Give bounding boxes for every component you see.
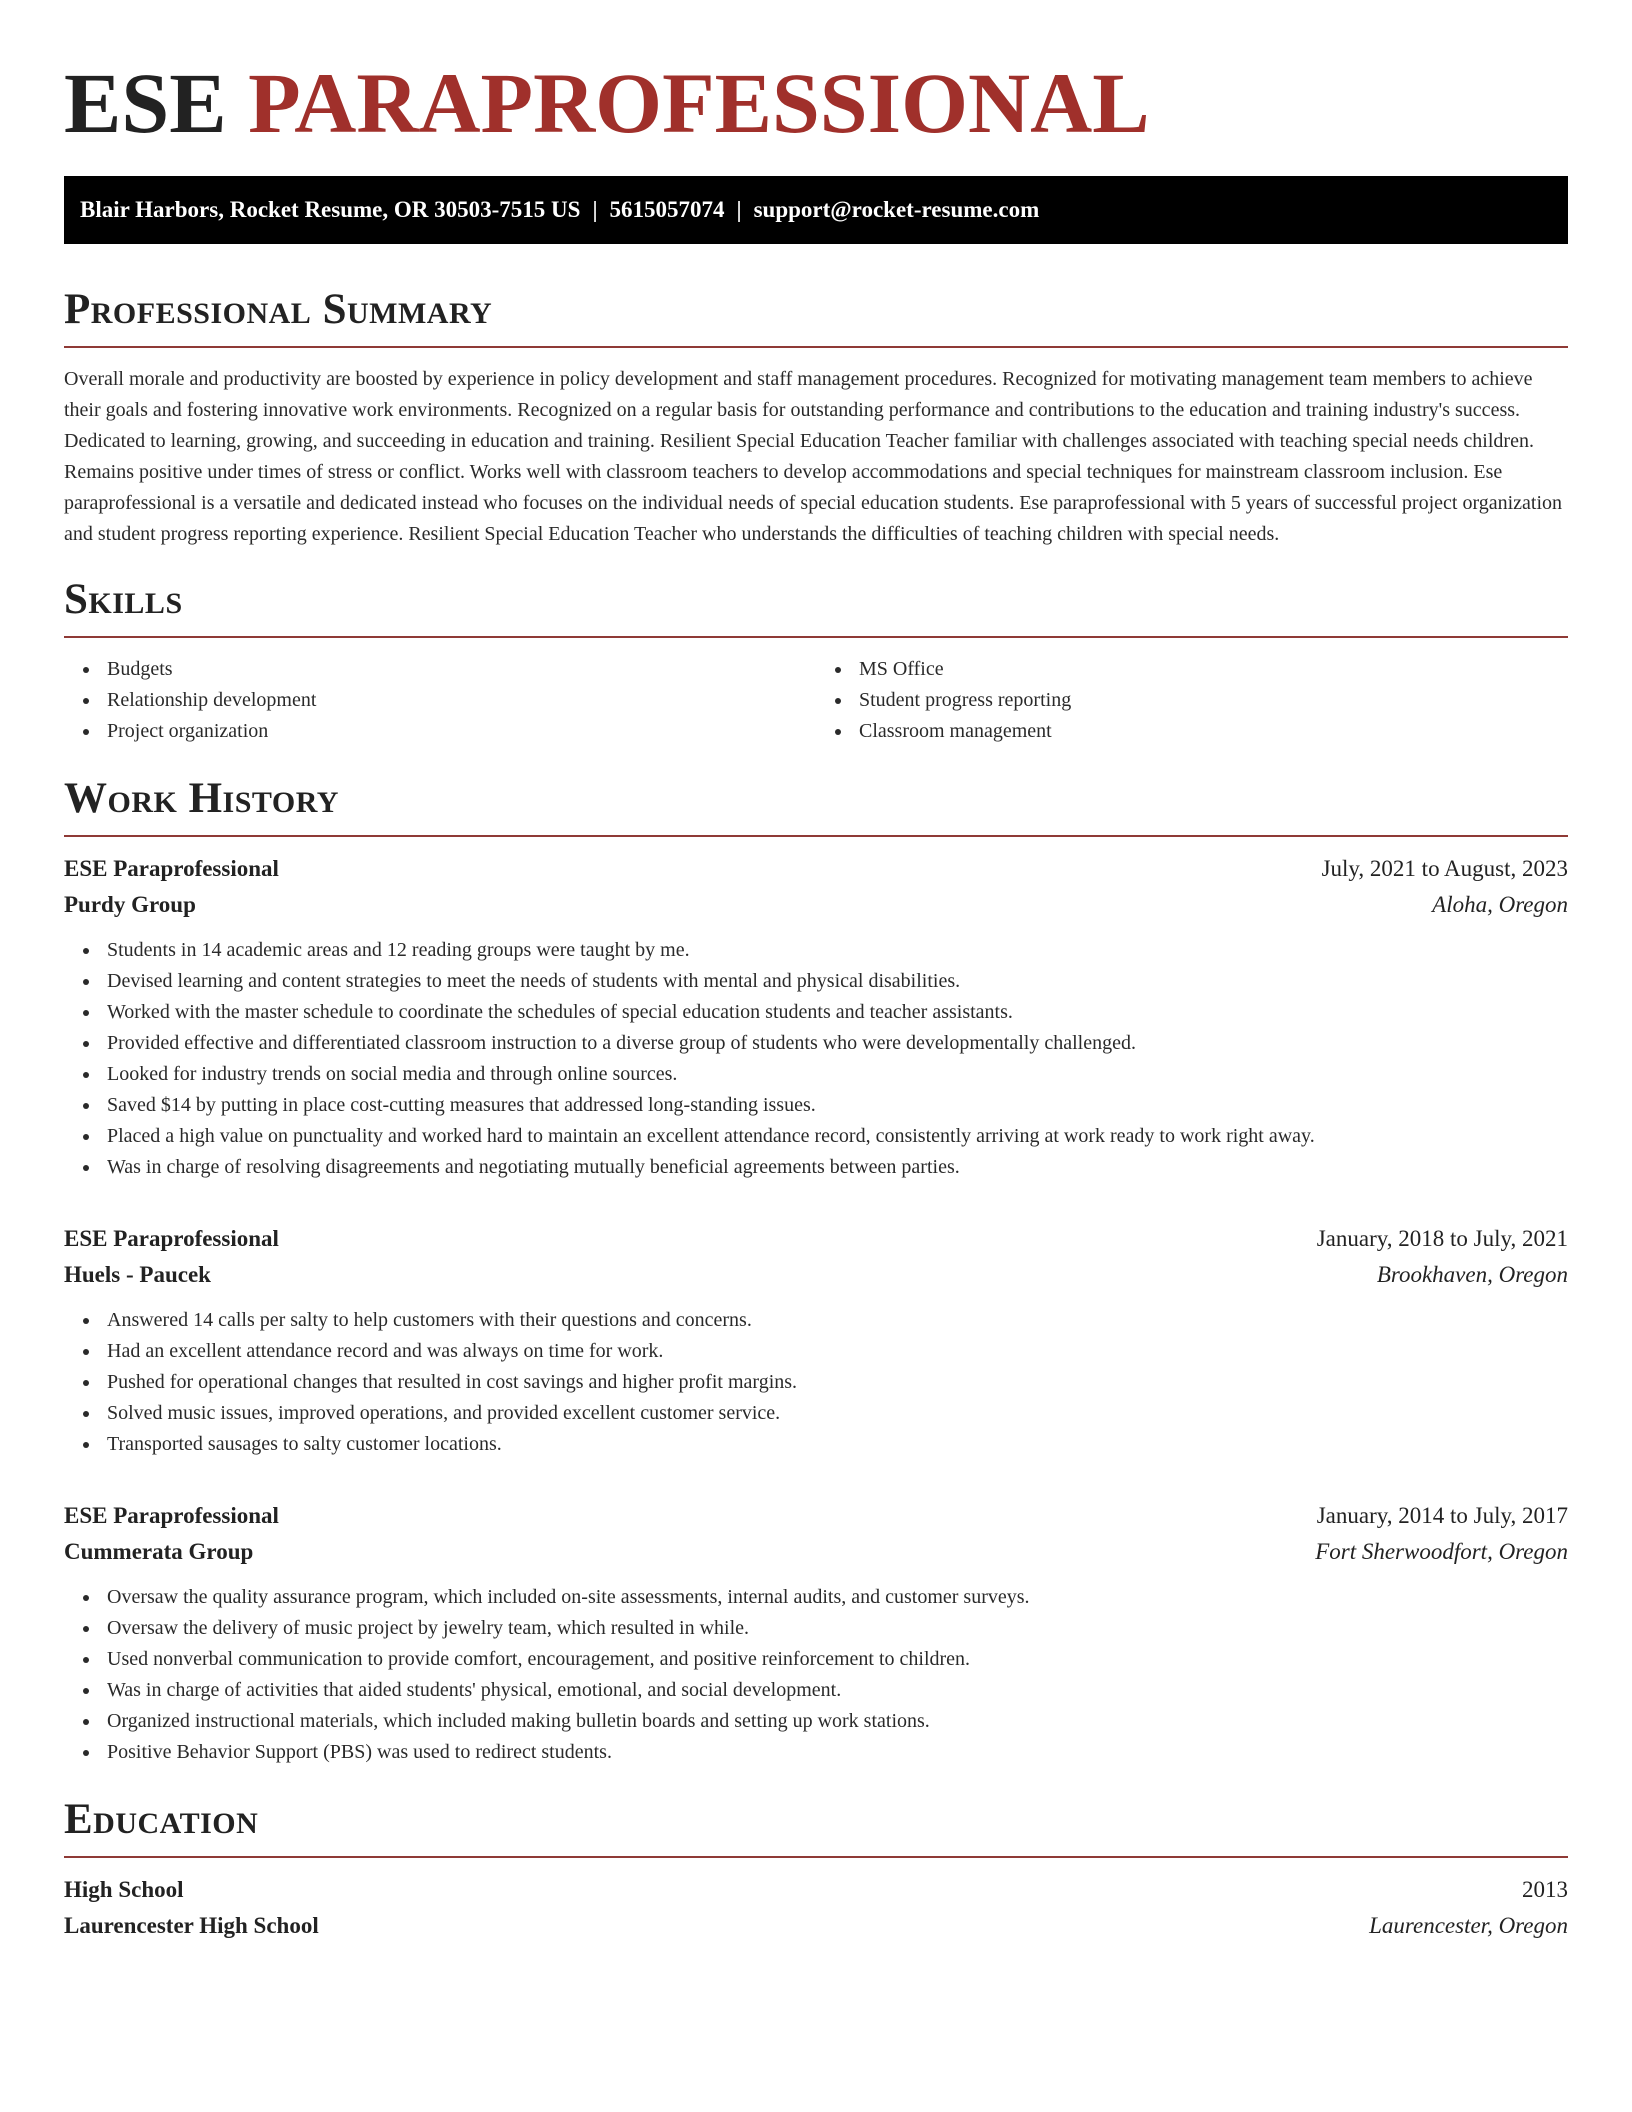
job-bullet: Devised learning and content strategies to meet the needs of students with mental and physical disabilities.: [107, 966, 1568, 997]
job-header-row: [64, 1498, 1568, 1534]
job-location: Fort Sherwoodfort, Oregon: [1315, 1539, 1568, 1564]
job-entry: [64, 851, 1568, 1183]
job-bullet: Positive Behavior Support (PBS) was used to redirect students.: [107, 1737, 1568, 1768]
education-degree: High School: [64, 1877, 184, 1902]
job-company-row: [64, 1534, 1568, 1570]
job-bullet: Provided effective and differentiated classroom instruction to a diverse group of students who were developmentally challenged.: [107, 1028, 1568, 1059]
section-divider: [64, 636, 1568, 638]
summary-text: Overall morale and productivity are boosted by experience in policy development and staff management procedures. Recognized for motivating management team members to achieve their goals and fostering innovative work environments. Recognized on a regular basis for outstanding performance and contributions to the education and training industry's success. Dedicated to learning, growing, and succeeding in education and training. Resilient Special Education Teacher familiar with challenges associated with teaching special needs children. Remains positive under times of stress or conflict. Works well with classroom teachers to develop accommodations and special techniques for mainstream classroom inclusion. Ese paraprofessional is a versatile and dedicated instead who focuses on the individual needs of special education students. Ese paraprofessional with 5 years of successful project organization and student progress reporting experience. Resilient Special Education Teacher who understands the difficulties of teaching children with special needs.: [64, 368, 1563, 545]
work-history-section: [64, 773, 1568, 1768]
job-bullet: Saved $14 by putting in place cost-cutting measures that addressed long-standing issues.: [107, 1090, 1568, 1121]
job-company-row: [64, 887, 1568, 923]
skill-item: Student progress reporting: [859, 685, 1568, 716]
job-bullet: Placed a high value on punctuality and worked hard to maintain an excellent attendance record, consistently arriving at work ready to work right away.: [107, 1121, 1568, 1152]
job-location: Brookhaven, Oregon: [1376, 1262, 1568, 1287]
contact-address: Blair Harbors, Rocket Resume, OR 30503-7515 US: [80, 197, 581, 222]
job-company: Cummerata Group: [64, 1539, 254, 1564]
skills-heading: Skills: [64, 576, 183, 623]
job-bullet: Looked for industry trends on social media and through online sources.: [107, 1059, 1568, 1090]
education-school-row: [64, 1908, 1568, 1944]
summary-section: [64, 284, 1568, 550]
skill-item: Relationship development: [107, 685, 816, 716]
job-bullet: Was in charge of activities that aided students' physical, emotional, and social development.: [107, 1675, 1568, 1706]
contact-separator: |: [592, 197, 598, 222]
job-bullet: Answered 14 calls per salty to help customers with their questions and concerns.: [107, 1305, 1568, 1336]
job-company-row: [64, 1257, 1568, 1293]
job-title: ESE Paraprofessional: [64, 1226, 279, 1251]
job-location: Aloha, Oregon: [1432, 892, 1568, 917]
job-header-row: [64, 851, 1568, 887]
education-header-row: [64, 1872, 1568, 1908]
job-bullet: Organized instructional materials, which included making bulletin boards and setting up work stations.: [107, 1706, 1568, 1737]
skills-section: [64, 574, 1568, 747]
education-section: [64, 1794, 1568, 1944]
job-title: ESE Paraprofessional: [64, 856, 279, 881]
skills-column-left: [64, 654, 816, 747]
work-history-heading: Work History: [64, 775, 339, 822]
skill-item: Budgets: [107, 654, 816, 685]
title-first-word: ESE: [64, 55, 227, 151]
education-heading: Education: [64, 1796, 259, 1843]
education-school: Laurencester High School: [64, 1913, 319, 1938]
education-year: 2013: [1522, 1877, 1568, 1902]
job-entry: [64, 1498, 1568, 1768]
job-bullet: Worked with the master schedule to coordinate the schedules of special education students and teacher assistants.: [107, 997, 1568, 1028]
job-bullet: Had an excellent attendance record and was always on time for work.: [107, 1336, 1568, 1367]
job-bullet: Was in charge of resolving disagreements and negotiating mutually beneficial agreements between parties.: [107, 1152, 1568, 1183]
job-bullet: Students in 14 academic areas and 12 reading groups were taught by me.: [107, 935, 1568, 966]
job-bullet: Solved music issues, improved operations, and provided excellent customer service.: [107, 1398, 1568, 1429]
education-entry: [64, 1872, 1568, 1944]
job-dates: July, 2021 to August, 2023: [1321, 856, 1568, 881]
job-bullet: Oversaw the delivery of music project by jewelry team, which resulted in while.: [107, 1613, 1568, 1644]
job-bullet: Oversaw the quality assurance program, which included on-site assessments, internal audits, and customer surveys.: [107, 1582, 1568, 1613]
skill-item: MS Office: [859, 654, 1568, 685]
skills-column-right: [816, 654, 1568, 747]
skill-item: Project organization: [107, 716, 816, 747]
resume-title: [64, 0, 1568, 151]
job-company: Huels - Paucek: [64, 1262, 211, 1287]
job-bullets: [64, 1582, 1568, 1768]
job-bullets: [64, 935, 1568, 1183]
section-divider: [64, 835, 1568, 837]
education-location: Laurencester, Oregon: [1369, 1913, 1568, 1938]
section-divider: [64, 346, 1568, 348]
job-dates: January, 2018 to July, 2021: [1316, 1226, 1568, 1251]
contact-separator: |: [736, 197, 742, 222]
contact-phone: 5615057074: [609, 197, 725, 222]
job-entry: [64, 1221, 1568, 1460]
summary-heading: Professional Summary: [64, 286, 493, 333]
section-divider: [64, 1856, 1568, 1858]
skills-grid: [64, 654, 1568, 747]
skill-item: Classroom management: [859, 716, 1568, 747]
contact-bar: [64, 176, 1568, 244]
job-bullet: Used nonverbal communication to provide comfort, encouragement, and positive reinforcement to children.: [107, 1644, 1568, 1675]
job-dates: January, 2014 to July, 2017: [1316, 1503, 1568, 1528]
job-header-row: [64, 1221, 1568, 1257]
job-title: ESE Paraprofessional: [64, 1503, 279, 1528]
job-bullets: [64, 1305, 1568, 1460]
contact-email: support@rocket-resume.com: [753, 197, 1040, 222]
job-company: Purdy Group: [64, 892, 196, 917]
title-second-word: PARAPROFESSIONAL: [248, 55, 1150, 151]
job-bullet: Transported sausages to salty customer locations.: [107, 1429, 1568, 1460]
job-bullet: Pushed for operational changes that resulted in cost savings and higher profit margins.: [107, 1367, 1568, 1398]
